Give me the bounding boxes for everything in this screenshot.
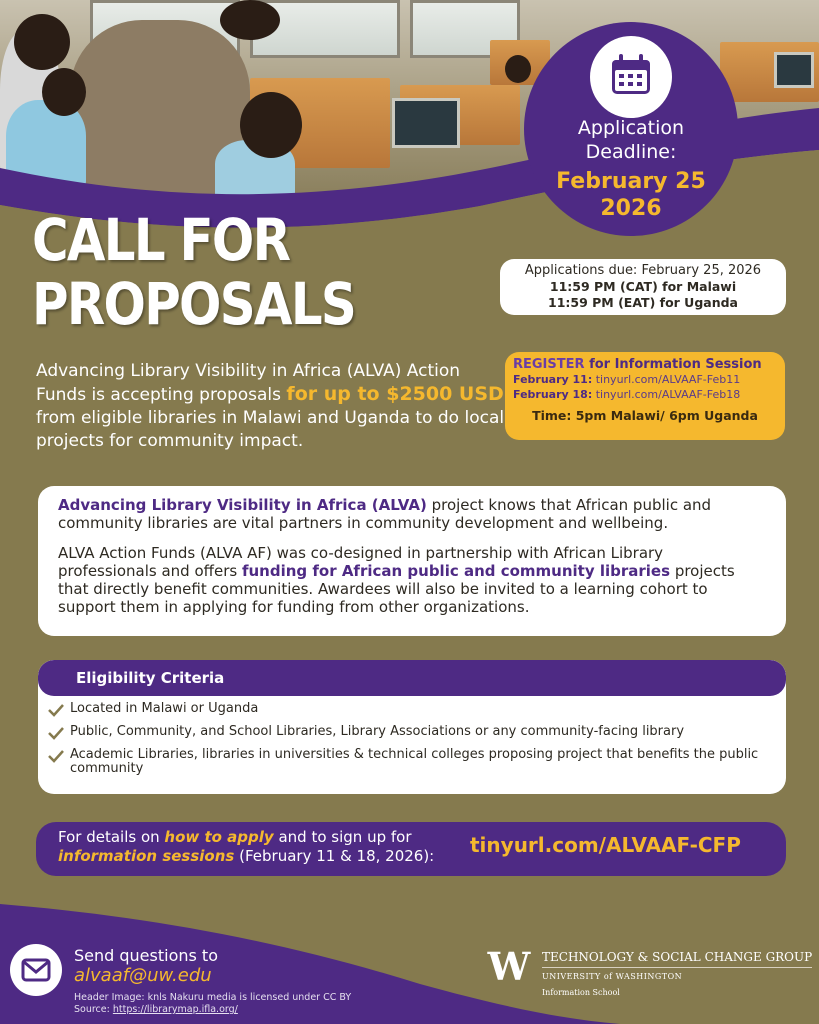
check-icon bbox=[48, 749, 64, 763]
deadline-label bbox=[524, 116, 738, 164]
deadline-label-line2: Deadline: bbox=[585, 141, 677, 163]
credit-line: Header Image: knls Nakuru media is licensed under CC BY bbox=[74, 992, 352, 1003]
calendar-badge bbox=[590, 36, 672, 118]
deadline-date-line1: February 25 bbox=[556, 169, 706, 194]
register-session-feb18 bbox=[513, 387, 777, 402]
eligibility-box bbox=[38, 660, 786, 794]
details-part3: (February 11 & 18, 2026): bbox=[239, 847, 435, 865]
uw-logo bbox=[487, 948, 531, 984]
intro-funding-highlight: for up to $2500 USD bbox=[286, 383, 504, 405]
eligibility-item bbox=[48, 702, 786, 716]
deadline-date bbox=[524, 168, 738, 222]
intro-text bbox=[36, 360, 506, 453]
deadline-badge bbox=[524, 22, 738, 236]
about-paragraph-2 bbox=[58, 544, 766, 616]
register-label: REGISTER bbox=[513, 357, 585, 372]
about-p2-strong: funding for African public and community libraries bbox=[241, 562, 671, 580]
title-line1: CALL FOR bbox=[32, 206, 290, 274]
page-title bbox=[32, 208, 355, 336]
session-link[interactable]: tinyurl.com/ALVAAF-Feb11 bbox=[595, 373, 741, 386]
about-p1-strong: Advancing Library Visibility in Africa (ALVA) bbox=[58, 496, 427, 514]
about-p2-part2: projects that directly benefit communities. Awardees will also be invited to a learning cohort to support them in applying for funding from other organizations. bbox=[58, 562, 735, 616]
questions-label: Send questions to bbox=[74, 946, 218, 965]
uw-logo-letter: W bbox=[487, 948, 531, 984]
register-heading-rest: for Information Session bbox=[589, 357, 762, 372]
credit-source-label: Source: bbox=[74, 1004, 110, 1015]
session-date: February 18: bbox=[513, 388, 593, 401]
questions-block bbox=[74, 946, 218, 986]
about-paragraph-1 bbox=[58, 496, 766, 532]
eligibility-item bbox=[48, 748, 786, 776]
about-p2-part1: ALVA Action Funds (ALVA AF) was co-designed in partnership with African Library professionals and offers bbox=[58, 544, 664, 580]
details-bar bbox=[36, 822, 786, 876]
org-block bbox=[542, 950, 812, 1000]
session-date: February 11: bbox=[513, 373, 593, 386]
calendar-icon bbox=[590, 36, 672, 118]
eligibility-item-text: Academic Libraries, libraries in universities & technical colleges proposing project that benefits the public community bbox=[70, 747, 759, 776]
check-icon bbox=[48, 726, 64, 740]
mail-badge bbox=[10, 944, 62, 996]
credit-source bbox=[74, 1004, 351, 1016]
applications-due-malawi: 11:59 PM (CAT) for Malawi bbox=[549, 279, 737, 294]
register-session-feb11 bbox=[513, 372, 777, 387]
deadline-date-year: 2026 bbox=[600, 196, 662, 221]
applications-due-box bbox=[500, 259, 786, 315]
contact-email[interactable]: alvaaf@uw.edu bbox=[74, 965, 212, 986]
eligibility-heading: Eligibility Criteria bbox=[38, 660, 786, 696]
about-p1-rest: project knows that African public and community libraries are vital partners in community development and wellbeing. bbox=[58, 496, 712, 532]
details-part1: For details on bbox=[58, 828, 160, 846]
session-link[interactable]: tinyurl.com/ALVAAF-Feb18 bbox=[595, 388, 741, 401]
mail-icon bbox=[10, 944, 62, 996]
eligibility-item-text: Public, Community, and School Libraries, Library Associations or any community-facing library bbox=[70, 724, 685, 739]
university-name: UNIVERSITY of WASHINGTON bbox=[542, 967, 812, 984]
deadline-label-line1: Application bbox=[577, 117, 685, 139]
details-how-to-apply: how to apply bbox=[164, 828, 274, 846]
title-line2: PROPOSALS bbox=[32, 270, 356, 338]
register-heading bbox=[513, 357, 777, 372]
check-icon bbox=[48, 703, 64, 717]
cfp-link[interactable]: tinyurl.com/ALVAAF-CFP bbox=[470, 833, 741, 857]
applications-due-heading: Applications due: February 25, 2026 bbox=[524, 263, 762, 278]
eligibility-item bbox=[48, 725, 786, 739]
eligibility-list bbox=[38, 696, 786, 776]
register-box bbox=[505, 352, 785, 440]
applications-due-uganda: 11:59 PM (EAT) for Uganda bbox=[548, 295, 738, 310]
image-credit bbox=[74, 992, 351, 1016]
intro-part1: Advancing Library Visibility in Africa (ALVA) Action Funds is accepting proposals bbox=[36, 361, 461, 405]
details-part2: and to sign up for bbox=[278, 828, 412, 846]
eligibility-item-text: Located in Malawi or Uganda bbox=[70, 701, 259, 716]
intro-part2: from eligible libraries in Malawi and Uganda to do local projects for community impact. bbox=[36, 408, 505, 451]
credit-source-link[interactable]: https://librarymap.ifla.org/ bbox=[112, 1004, 238, 1015]
details-info-sessions: information sessions bbox=[58, 847, 235, 865]
school-name: Information School bbox=[542, 988, 620, 997]
about-box bbox=[38, 486, 786, 636]
org-name: TECHNOLOGY & SOCIAL CHANGE GROUP bbox=[542, 950, 813, 964]
register-time: Time: 5pm Malawi/ 6pm Uganda bbox=[532, 408, 758, 423]
